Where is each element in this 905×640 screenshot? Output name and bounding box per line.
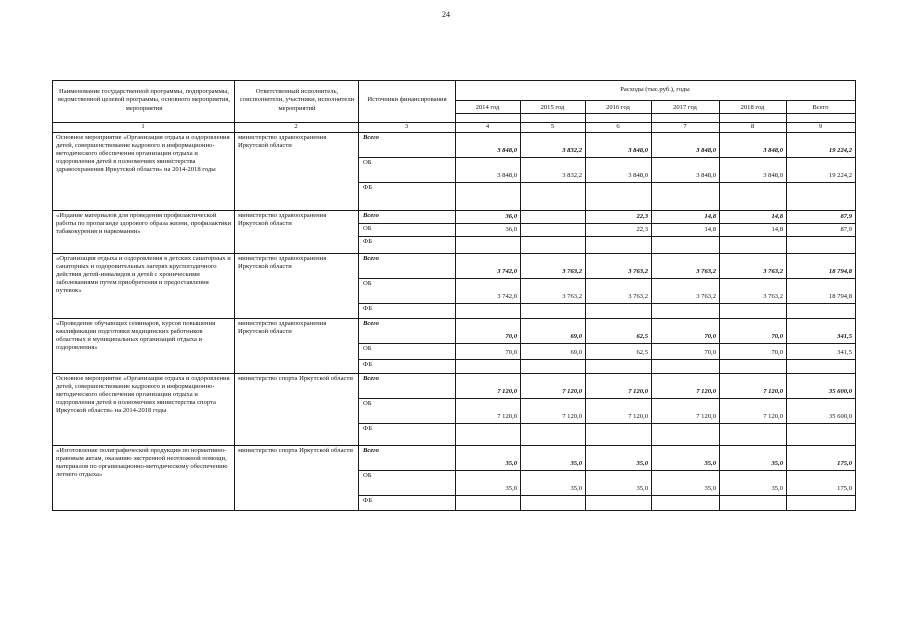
source-fb: ФБ bbox=[363, 361, 372, 368]
value-total: 3 848,0 bbox=[763, 147, 783, 154]
value-total: 7 120,0 bbox=[763, 388, 783, 395]
value-ob: 35 600,0 bbox=[828, 413, 852, 420]
table-border-line bbox=[358, 157, 855, 158]
table-border-line bbox=[520, 100, 521, 510]
value-ob: 7 120,0 bbox=[497, 413, 517, 420]
expenses-table bbox=[52, 80, 855, 510]
source-fb: ФБ bbox=[363, 497, 372, 504]
value-ob: 35,0 bbox=[704, 485, 716, 492]
header-executor: Ответственный исполнитель, соисполнители, участники, исполнители мероприятий bbox=[239, 88, 355, 112]
value-total: 35,0 bbox=[771, 460, 783, 467]
source-ob: ОБ bbox=[363, 472, 372, 479]
value-total: 14,8 bbox=[704, 213, 716, 220]
source-ob: ОБ bbox=[363, 345, 372, 352]
value-ob: 3 763,2 bbox=[628, 293, 648, 300]
value-total: 69,0 bbox=[570, 333, 582, 340]
table-border-line bbox=[786, 100, 787, 510]
source-ob: ОБ bbox=[363, 159, 372, 166]
executor: министерство здравоохранения Иркутской области bbox=[238, 320, 327, 336]
value-ob: 3 763,2 bbox=[696, 293, 716, 300]
value-total: 3 832,2 bbox=[562, 147, 582, 154]
column-number: 7 bbox=[683, 123, 687, 130]
source-total: Всего bbox=[363, 212, 379, 219]
program-name: «Организация отдыха и оздоровления в детских санаторных и санаторных и оздоровительных лагерях круглогодичного действия детей-инвалидов и детей с хроническими заболеваниями путем приобретения и предоставления путевок» bbox=[56, 255, 231, 295]
value-ob: 35,0 bbox=[570, 485, 582, 492]
program-name: «Издание материалов для проведения профилактической работы по пропаганде здорового образа жизни, профилактики табакокурения и наркомании» bbox=[56, 212, 231, 236]
header-year: 2017 год bbox=[673, 104, 697, 111]
value-ob: 3 848,0 bbox=[628, 172, 648, 179]
table-border-line bbox=[358, 343, 855, 344]
executor: министерство здравоохранения Иркутской области bbox=[238, 134, 327, 150]
column-number: 1 bbox=[141, 123, 145, 130]
value-ob: 3 742,0 bbox=[497, 293, 517, 300]
value-ob: 341,5 bbox=[837, 349, 852, 356]
header-year: 2018 год bbox=[740, 104, 765, 111]
table-border-line bbox=[358, 236, 855, 237]
executor: министерство здравоохранения Иркутской области bbox=[238, 212, 327, 228]
source-fb: ФБ bbox=[363, 305, 372, 312]
value-ob: 19 224,2 bbox=[828, 172, 852, 179]
table-border-line bbox=[358, 495, 855, 496]
value-total: 3 742,0 bbox=[497, 268, 517, 275]
value-ob: 3 763,2 bbox=[763, 293, 783, 300]
executor: министерство здравоохранения Иркутской области bbox=[238, 255, 327, 271]
value-ob: 3 848,0 bbox=[497, 172, 517, 179]
source-ob: ОБ bbox=[363, 280, 372, 287]
program-name: Основное мероприятие «Организация отдыха и оздоровления детей, совершенствование кадрового и информационно-методического обеспечения организации отдыха и оздоровления детей в полномочиях министерства здравоохранения Иркутской области» на 2014-2018 годы bbox=[56, 134, 230, 174]
value-ob: 7 120,0 bbox=[763, 413, 783, 420]
header-year: 2015 год bbox=[540, 104, 565, 111]
value-total: 3 763,2 bbox=[628, 268, 648, 275]
value-total: 35,0 bbox=[636, 460, 648, 467]
value-total: 36,0 bbox=[505, 213, 517, 220]
table-border-line bbox=[52, 210, 855, 211]
value-total: 35 600,0 bbox=[828, 388, 852, 395]
header-year: 2014 год bbox=[475, 104, 500, 111]
value-ob: 62,5 bbox=[636, 349, 648, 356]
value-ob: 35,0 bbox=[636, 485, 648, 492]
value-ob: 7 120,0 bbox=[562, 413, 582, 420]
value-ob: 36,0 bbox=[505, 226, 517, 233]
value-total: 3 848,0 bbox=[696, 147, 716, 154]
program-name: «Проведение обучающих семинаров, курсов повышения квалификации подготовки медицинских работников областных и муниципальных организаций отдыха и оздоровления» bbox=[56, 320, 216, 352]
executor: министерство спорта Иркутской области bbox=[238, 447, 353, 454]
header-program-name: Наименование государственной программы, подпрограммы, ведомственной целевой программы, основного мероприятия, мероприятия bbox=[57, 88, 231, 112]
source-total: Всего bbox=[363, 255, 379, 262]
program-name: Основное мероприятие «Организация отдыха и оздоровления детей, совершенствование кадрового и информационно-методического обеспечения организации отдыха и оздоровления детей в полномочиях министерства спорта Иркутской области» на 2014-2018 годы bbox=[56, 375, 230, 415]
value-ob: 22,3 bbox=[636, 226, 648, 233]
value-total: 3 763,2 bbox=[696, 268, 716, 275]
value-total: 7 120,0 bbox=[562, 388, 582, 395]
value-ob: 14,8 bbox=[704, 226, 716, 233]
value-ob: 35,0 bbox=[505, 485, 517, 492]
value-total: 7 120,0 bbox=[696, 388, 716, 395]
source-ob: ОБ bbox=[363, 400, 372, 407]
value-ob: 69,0 bbox=[570, 349, 582, 356]
value-total: 3 763,2 bbox=[763, 268, 783, 275]
table-border-line bbox=[358, 278, 855, 279]
value-ob: 3 848,0 bbox=[696, 172, 716, 179]
value-total: 22,3 bbox=[636, 213, 648, 220]
header-year: Всего bbox=[812, 104, 829, 111]
column-number: 9 bbox=[818, 123, 823, 130]
value-ob: 3 832,2 bbox=[562, 172, 582, 179]
value-ob: 35,0 bbox=[771, 485, 783, 492]
value-total: 7 120,0 bbox=[628, 388, 648, 395]
value-ob: 14,8 bbox=[771, 226, 783, 233]
value-total: 87,9 bbox=[840, 213, 852, 220]
table-border-line bbox=[651, 100, 652, 510]
value-ob: 87,9 bbox=[840, 226, 852, 233]
value-ob: 70,0 bbox=[704, 349, 716, 356]
table-border-line bbox=[52, 132, 855, 133]
table-border-line bbox=[358, 470, 855, 471]
value-total: 18 794,8 bbox=[828, 268, 852, 275]
value-total: 62,5 bbox=[636, 333, 648, 340]
value-total: 3 763,2 bbox=[562, 268, 582, 275]
value-ob: 70,0 bbox=[505, 349, 517, 356]
value-total: 70,0 bbox=[505, 333, 517, 340]
table-border-line bbox=[358, 359, 855, 360]
table-border-line bbox=[358, 223, 855, 224]
table-border-line bbox=[358, 182, 855, 183]
column-number: 2 bbox=[294, 123, 298, 130]
table-border-line bbox=[358, 303, 855, 304]
column-number: 4 bbox=[485, 123, 490, 130]
value-ob: 7 120,0 bbox=[696, 413, 716, 420]
value-total: 7 120,0 bbox=[497, 388, 517, 395]
header-expenses: Расходы (тыс.руб.), годы bbox=[620, 86, 690, 93]
value-ob: 18 794,8 bbox=[828, 293, 852, 300]
value-total: 3 848,0 bbox=[628, 147, 648, 154]
table-border-line bbox=[358, 423, 855, 424]
table-border-line bbox=[52, 445, 855, 446]
source-fb: ФБ bbox=[363, 238, 372, 245]
header-funding-source: Источники финансирования bbox=[367, 96, 447, 103]
header-year: 2016 год bbox=[606, 104, 630, 111]
column-number: 3 bbox=[404, 123, 409, 130]
value-total: 35,0 bbox=[570, 460, 582, 467]
column-number: 8 bbox=[750, 123, 755, 130]
value-total: 3 848,0 bbox=[497, 147, 517, 154]
table-border-line bbox=[719, 100, 720, 510]
source-fb: ФБ bbox=[363, 184, 372, 191]
table-border-line bbox=[455, 113, 855, 114]
page-number: 24 bbox=[442, 10, 450, 19]
column-number: 5 bbox=[550, 123, 555, 130]
value-ob: 3 763,2 bbox=[562, 293, 582, 300]
program-name: «Изготовление полиграфической продукции по нормативно-правовым актам, оказанию экстренной неотложной помощи, материалов по организационно-методическому обеспечению летнего отдыха» bbox=[56, 447, 228, 479]
source-ob: ОБ bbox=[363, 225, 372, 232]
executor: министерство спорта Иркутской области bbox=[238, 375, 353, 382]
table-border-line bbox=[52, 318, 855, 319]
value-ob: 3 848,0 bbox=[763, 172, 783, 179]
value-total: 35,0 bbox=[505, 460, 517, 467]
value-total: 341,5 bbox=[837, 333, 852, 340]
value-total: 14,8 bbox=[771, 213, 783, 220]
value-total: 35,0 bbox=[704, 460, 716, 467]
value-ob: 175,0 bbox=[837, 485, 852, 492]
value-total: 175,0 bbox=[837, 460, 852, 467]
table-border-line bbox=[52, 253, 855, 254]
source-fb: ФБ bbox=[363, 425, 372, 432]
table-border-line bbox=[52, 373, 855, 374]
table-border-line bbox=[52, 510, 855, 511]
value-ob: 7 120,0 bbox=[628, 413, 648, 420]
value-ob: 70,0 bbox=[771, 349, 783, 356]
source-total: Всего bbox=[363, 375, 379, 382]
column-number: 6 bbox=[616, 123, 620, 130]
value-total: 70,0 bbox=[704, 333, 716, 340]
source-total: Всего bbox=[363, 134, 379, 141]
table-border-line bbox=[358, 398, 855, 399]
table-border-line bbox=[855, 80, 856, 511]
table-border-line bbox=[455, 100, 855, 101]
source-total: Всего bbox=[363, 447, 379, 454]
table-border-line bbox=[585, 100, 586, 510]
value-total: 70,0 bbox=[771, 333, 783, 340]
table-border-line bbox=[52, 80, 855, 81]
source-total: Всего bbox=[363, 320, 379, 327]
value-total: 19 224,2 bbox=[828, 147, 852, 154]
